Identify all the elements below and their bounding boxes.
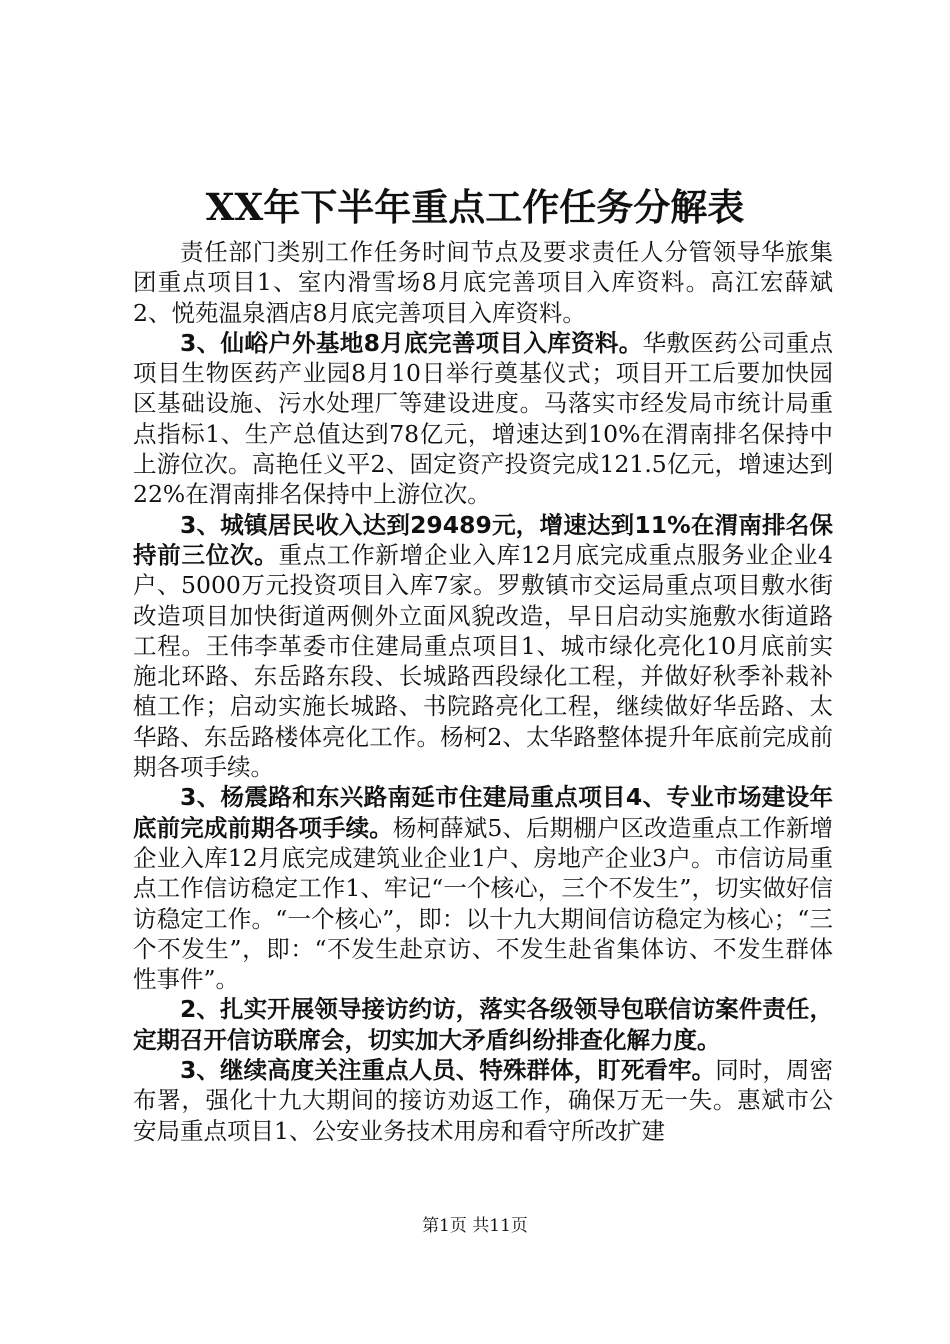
paragraph-4	[133, 782, 833, 994]
document-body	[133, 237, 833, 1146]
paragraph-1	[133, 237, 833, 328]
document-title: XX年下半年重点工作任务分解表	[205, 185, 745, 229]
paragraph-lead: 2、扎实开展领导接访约访，落实各级领导包联信访案件责任，定期召开信访联席会，切实加大矛盾纠纷排查化解力度。	[133, 995, 833, 1054]
paragraph-6	[133, 1055, 833, 1146]
paragraph-lead: 3、仙峪户外基地8月底完善项目入库资料。	[180, 328, 643, 357]
paragraph-2	[133, 328, 833, 510]
paragraph-text: 责任部门类别工作任务时间节点及要求责任人分管领导华旅集团重点项目1、室内滑雪场8月底完善项目入库资料。高江宏薛斌2、悦苑温泉酒店8月底完善项目入库资料。	[133, 238, 833, 327]
paragraph-text: 杨柯薛斌5、后期棚户区改造重点工作新增企业入库12月底完成建筑业企业1户、房地产企业3户。市信访局重点工作信访稳定工作1、牢记“一个核心，三个不发生”，切实做好信访稳定工作。“一个核心”，即：以十九大期间信访稳定为核心；“三个不发生”，即：“不发生赴京访、不发生赴省集体访、不发生群体性事件”。	[133, 813, 834, 994]
paragraph-text: 同时，周密布署，强化十九大期间的接访劝返工作，确保万无一失。惠斌市公安局重点项目1、公安业务技术用房和看守所改扩建	[133, 1056, 834, 1145]
paragraph-lead: 3、城镇居民收入达到29489元，增速达到11%在渭南排名保持前三位次。	[133, 510, 833, 569]
paragraph-5	[133, 994, 833, 1055]
page-footer: 第1页 共11页	[422, 1216, 528, 1236]
paragraph-lead: 3、继续高度关注重点人员、特殊群体，盯死看牢。	[180, 1056, 716, 1085]
paragraph-lead: 3、杨震路和东兴路南延市住建局重点项目4、专业市场建设年底前完成前期各项手续。	[133, 783, 833, 842]
paragraph-text: 重点工作新增企业入库12月底完成重点服务业企业4户、5000万元投资项目入库7家。罗敷镇市交运局重点项目敷水街改造项目加快街道两侧外立面风貌改造，早日启动实施敷水街道路工程。王伟李革委市住建局重点项目1、城市绿化亮化10月底前实施北环路、东岳路东段、长城路西段绿化工程，并做好秋季补栽补植工作；启动实施长城路、书院路亮化工程，继续做好华岳路、太华路、东岳路楼体亮化工作。杨柯2、太华路整体提升年底前完成前期各项手续。	[133, 540, 834, 782]
paragraph-3	[133, 510, 833, 783]
paragraph-text: 华敷医药公司重点项目生物医药产业园8月10日举行奠基仪式；项目开工后要加快园区基础设施、污水处理厂等建设进度。马落实市经发局市统计局重点指标1、生产总值达到78亿元，增速达到10%在渭南排名保持中上游位次。高艳任义平2、固定资产投资完成121.5亿元，增速达到22%在渭南排名保持中上游位次。	[133, 328, 834, 509]
